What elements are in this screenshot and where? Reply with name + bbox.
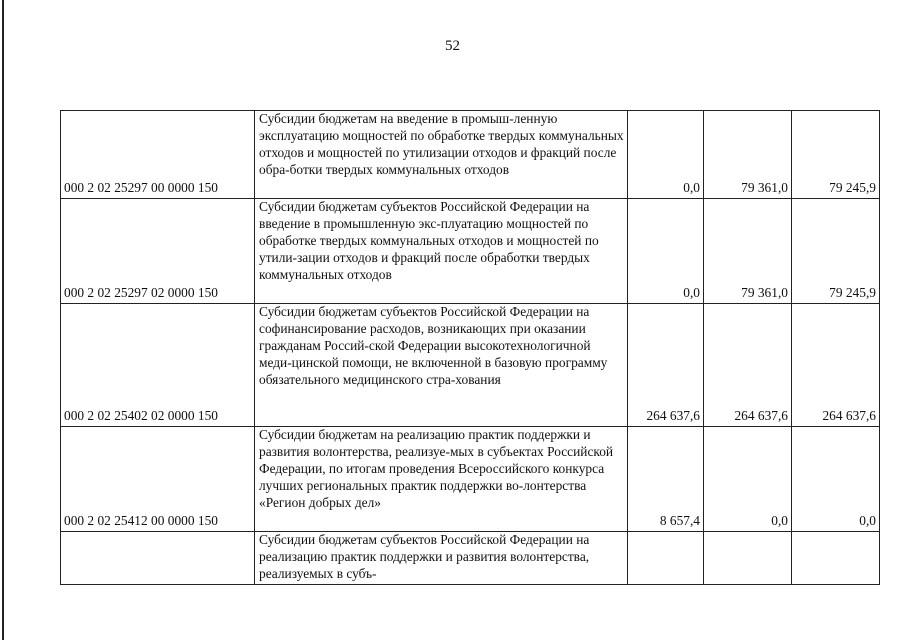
budget-code-cell (61, 532, 255, 585)
revenue-name-cell: Субсидии бюджетам субъектов Российской Федерации на введение в промышленную экс-плуатацию мощностей по обработке твердых коммунальных отходов и мощностей по утили-зации отходов и фракций после обработки твердых коммунальных отходов (255, 199, 628, 304)
table-row (61, 427, 880, 532)
revenue-name-cell: Субсидии бюджетам на реализацию практик поддержки и развития волонтерства, реализуе-мых в субъектах Российской Федерации, по итогам проведения Всероссийского конкурса лучших региональных практик поддержки во-лонтерства «Регион добрых дел» (255, 427, 628, 532)
amount-cell-1: 8 657,4 (628, 427, 704, 532)
budget-code-cell: 000 2 02 25297 02 0000 150 (61, 199, 255, 304)
table-row (61, 111, 880, 199)
revenue-name-cell: Субсидии бюджетам субъектов Российской Федерации на реализацию практик поддержки и развития волонтерства, реализуемых в субъ- (255, 532, 628, 585)
amount-cell-3: 264 637,6 (792, 304, 880, 427)
amount-cell-2: 264 637,6 (704, 304, 792, 427)
budget-code-cell: 000 2 02 25297 00 0000 150 (61, 111, 255, 199)
budget-code-cell: 000 2 02 25412 00 0000 150 (61, 427, 255, 532)
revenue-name-cell: Субсидии бюджетам субъектов Российской Федерации на софинансирование расходов, возникающих при оказании гражданам Россий-ской Федерации высокотехнологичной меди-цинской помощи, не включенной в базовую программу обязательного медицинского стра-хования (255, 304, 628, 427)
table-row (61, 304, 880, 427)
amount-cell-3: 0,0 (792, 427, 880, 532)
amount-cell-2: 0,0 (704, 427, 792, 532)
amount-cell-1 (628, 532, 704, 585)
budget-code-cell: 000 2 02 25402 02 0000 150 (61, 304, 255, 427)
revenue-name-cell: Субсидии бюджетам на введение в промыш-ленную эксплуатацию мощностей по обработке твердых коммунальных отходов и мощностей по утилизации отходов и фракций после обра-ботки твердых коммунальных отходов (255, 111, 628, 199)
budget-revenue-table (60, 110, 880, 585)
amount-cell-2: 79 361,0 (704, 199, 792, 304)
amount-cell-1: 0,0 (628, 111, 704, 199)
amount-cell-3: 79 245,9 (792, 199, 880, 304)
amount-cell-2: 79 361,0 (704, 111, 792, 199)
table-row (61, 532, 880, 585)
amount-cell-3: 79 245,9 (792, 111, 880, 199)
amount-cell-1: 264 637,6 (628, 304, 704, 427)
page-number: 52 (445, 38, 460, 54)
table-row (61, 199, 880, 304)
amount-cell-2 (704, 532, 792, 585)
amount-cell-3 (792, 532, 880, 585)
scan-edge-line (2, 0, 4, 640)
amount-cell-1: 0,0 (628, 199, 704, 304)
